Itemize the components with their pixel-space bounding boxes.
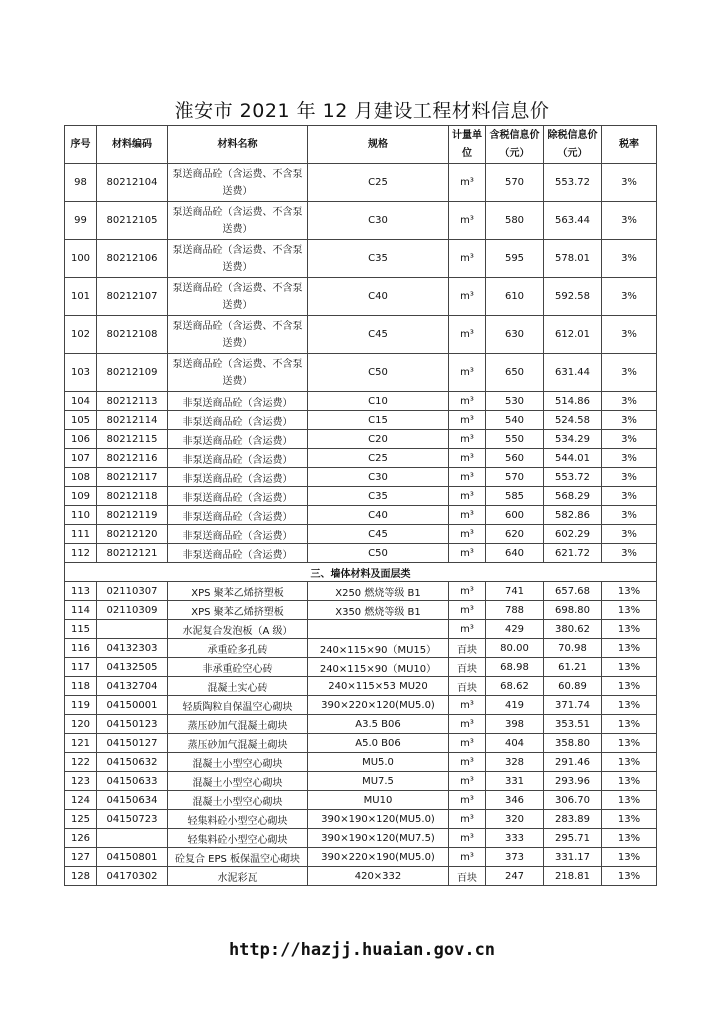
cell-code: 80212121 bbox=[97, 544, 168, 563]
cell-name: 非泵送商品砼（含运费） bbox=[168, 468, 308, 487]
cell-code: 04132505 bbox=[97, 658, 168, 677]
table-row bbox=[65, 278, 657, 316]
table-row bbox=[65, 810, 657, 829]
cell-rate: 3% bbox=[602, 202, 657, 240]
header-code: 材料编码 bbox=[97, 126, 168, 164]
cell-spec: C45 bbox=[308, 316, 449, 354]
cell-rate: 3% bbox=[602, 449, 657, 468]
cell-spec: C30 bbox=[308, 468, 449, 487]
table-row bbox=[65, 449, 657, 468]
table-row bbox=[65, 867, 657, 886]
cell-spec: X350 燃烧等级 B1 bbox=[308, 601, 449, 620]
cell-rate: 13% bbox=[602, 791, 657, 810]
cell-code: 04150633 bbox=[97, 772, 168, 791]
cell-unit: m³ bbox=[449, 354, 486, 392]
table-row bbox=[65, 677, 657, 696]
cell-notax-price: 295.71 bbox=[544, 829, 602, 848]
cell-spec: C40 bbox=[308, 506, 449, 525]
table-row bbox=[65, 639, 657, 658]
cell-notax-price: 218.81 bbox=[544, 867, 602, 886]
cell-seq: 111 bbox=[65, 525, 97, 544]
cell-name: 泵送商品砼（含运费、不含泵送费） bbox=[168, 354, 308, 392]
cell-unit: m³ bbox=[449, 392, 486, 411]
table-row bbox=[65, 354, 657, 392]
cell-notax-price: 60.89 bbox=[544, 677, 602, 696]
cell-spec: 390×190×120(MU5.0) bbox=[308, 810, 449, 829]
cell-rate: 3% bbox=[602, 487, 657, 506]
cell-code bbox=[97, 829, 168, 848]
cell-seq: 113 bbox=[65, 582, 97, 601]
cell-name: 蒸压砂加气混凝土砌块 bbox=[168, 734, 308, 753]
cell-rate: 3% bbox=[602, 525, 657, 544]
cell-tax-price: 398 bbox=[486, 715, 544, 734]
cell-seq: 123 bbox=[65, 772, 97, 791]
cell-name: 混凝土小型空心砌块 bbox=[168, 791, 308, 810]
cell-spec: 240×115×53 MU20 bbox=[308, 677, 449, 696]
cell-rate: 13% bbox=[602, 753, 657, 772]
cell-code: 80212106 bbox=[97, 240, 168, 278]
cell-code: 80212107 bbox=[97, 278, 168, 316]
header-notax-price: 除税信息价（元） bbox=[544, 126, 602, 164]
cell-rate: 13% bbox=[602, 696, 657, 715]
cell-name: 非泵送商品砼（含运费） bbox=[168, 449, 308, 468]
cell-code: 04150001 bbox=[97, 696, 168, 715]
cell-notax-price: 612.01 bbox=[544, 316, 602, 354]
cell-spec: C35 bbox=[308, 487, 449, 506]
cell-notax-price: 553.72 bbox=[544, 164, 602, 202]
cell-unit: m³ bbox=[449, 544, 486, 563]
table-row bbox=[65, 658, 657, 677]
cell-notax-price: 353.51 bbox=[544, 715, 602, 734]
cell-code: 04150723 bbox=[97, 810, 168, 829]
cell-seq: 114 bbox=[65, 601, 97, 620]
table-row bbox=[65, 487, 657, 506]
cell-code: 80212120 bbox=[97, 525, 168, 544]
cell-spec: C30 bbox=[308, 202, 449, 240]
cell-notax-price: 283.89 bbox=[544, 810, 602, 829]
cell-notax-price: 371.74 bbox=[544, 696, 602, 715]
cell-unit: 百块 bbox=[449, 867, 486, 886]
cell-spec: C10 bbox=[308, 392, 449, 411]
cell-seq: 109 bbox=[65, 487, 97, 506]
cell-rate: 13% bbox=[602, 677, 657, 696]
header-unit: 计量单位 bbox=[449, 126, 486, 164]
table-row bbox=[65, 734, 657, 753]
cell-seq: 124 bbox=[65, 791, 97, 810]
cell-code: 80212117 bbox=[97, 468, 168, 487]
cell-tax-price: 640 bbox=[486, 544, 544, 563]
cell-tax-price: 429 bbox=[486, 620, 544, 639]
cell-seq: 115 bbox=[65, 620, 97, 639]
page-title: 淮安市 2021 年 12 月建设工程材料信息价 bbox=[174, 100, 550, 122]
cell-code: 04150127 bbox=[97, 734, 168, 753]
cell-name: XPS 聚苯乙烯挤塑板 bbox=[168, 582, 308, 601]
cell-rate: 13% bbox=[602, 639, 657, 658]
cell-rate: 13% bbox=[602, 715, 657, 734]
cell-code: 80212119 bbox=[97, 506, 168, 525]
cell-seq: 120 bbox=[65, 715, 97, 734]
cell-name: 泵送商品砼（含运费、不含泵送费） bbox=[168, 316, 308, 354]
cell-spec: MU7.5 bbox=[308, 772, 449, 791]
cell-unit: 百块 bbox=[449, 639, 486, 658]
cell-name: 泵送商品砼（含运费、不含泵送费） bbox=[168, 278, 308, 316]
cell-rate: 13% bbox=[602, 582, 657, 601]
cell-tax-price: 331 bbox=[486, 772, 544, 791]
cell-name: 轻集料砼小型空心砌块 bbox=[168, 829, 308, 848]
cell-tax-price: 741 bbox=[486, 582, 544, 601]
cell-tax-price: 580 bbox=[486, 202, 544, 240]
cell-seq: 98 bbox=[65, 164, 97, 202]
table-row bbox=[65, 392, 657, 411]
table-row bbox=[65, 791, 657, 810]
cell-seq: 128 bbox=[65, 867, 97, 886]
cell-rate: 13% bbox=[602, 829, 657, 848]
table-row bbox=[65, 753, 657, 772]
cell-code: 80212105 bbox=[97, 202, 168, 240]
cell-rate: 3% bbox=[602, 392, 657, 411]
cell-notax-price: 621.72 bbox=[544, 544, 602, 563]
cell-unit: m³ bbox=[449, 829, 486, 848]
cell-tax-price: 560 bbox=[486, 449, 544, 468]
cell-unit: 百块 bbox=[449, 677, 486, 696]
cell-code: 80212115 bbox=[97, 430, 168, 449]
cell-unit: 百块 bbox=[449, 658, 486, 677]
cell-spec: MU10 bbox=[308, 791, 449, 810]
cell-rate: 13% bbox=[602, 848, 657, 867]
cell-rate: 3% bbox=[602, 240, 657, 278]
cell-unit: m³ bbox=[449, 715, 486, 734]
cell-seq: 112 bbox=[65, 544, 97, 563]
cell-spec: C35 bbox=[308, 240, 449, 278]
cell-seq: 127 bbox=[65, 848, 97, 867]
cell-rate: 13% bbox=[602, 658, 657, 677]
cell-seq: 104 bbox=[65, 392, 97, 411]
cell-tax-price: 320 bbox=[486, 810, 544, 829]
table-row bbox=[65, 202, 657, 240]
cell-unit: m³ bbox=[449, 848, 486, 867]
cell-name: 混凝土小型空心砌块 bbox=[168, 753, 308, 772]
cell-code: 02110307 bbox=[97, 582, 168, 601]
cell-seq: 116 bbox=[65, 639, 97, 658]
cell-name: 非泵送商品砼（含运费） bbox=[168, 430, 308, 449]
cell-tax-price: 80.00 bbox=[486, 639, 544, 658]
cell-unit: m³ bbox=[449, 791, 486, 810]
cell-name: 承重砼多孔砖 bbox=[168, 639, 308, 658]
table-row bbox=[65, 240, 657, 278]
cell-notax-price: 657.68 bbox=[544, 582, 602, 601]
table-row bbox=[65, 544, 657, 563]
cell-code: 80212113 bbox=[97, 392, 168, 411]
cell-name: 非泵送商品砼（含运费） bbox=[168, 411, 308, 430]
cell-unit: m³ bbox=[449, 430, 486, 449]
cell-unit: m³ bbox=[449, 772, 486, 791]
cell-notax-price: 578.01 bbox=[544, 240, 602, 278]
cell-rate: 13% bbox=[602, 867, 657, 886]
cell-tax-price: 247 bbox=[486, 867, 544, 886]
cell-tax-price: 68.62 bbox=[486, 677, 544, 696]
cell-tax-price: 610 bbox=[486, 278, 544, 316]
cell-name: 砼复合 EPS 板保温空心砌块 bbox=[168, 848, 308, 867]
section-row bbox=[65, 563, 657, 582]
cell-seq: 107 bbox=[65, 449, 97, 468]
cell-notax-price: 293.96 bbox=[544, 772, 602, 791]
cell-tax-price: 419 bbox=[486, 696, 544, 715]
cell-name: 轻质陶粒自保温空心砌块 bbox=[168, 696, 308, 715]
cell-unit: m³ bbox=[449, 411, 486, 430]
cell-notax-price: 524.58 bbox=[544, 411, 602, 430]
cell-spec: 240×115×90（MU10） bbox=[308, 658, 449, 677]
cell-name: 非泵送商品砼（含运费） bbox=[168, 506, 308, 525]
footer-url: http://hazjj.huaian.gov.cn bbox=[228, 940, 496, 960]
cell-tax-price: 570 bbox=[486, 164, 544, 202]
cell-code: 80212108 bbox=[97, 316, 168, 354]
cell-notax-price: 514.86 bbox=[544, 392, 602, 411]
cell-notax-price: 553.72 bbox=[544, 468, 602, 487]
cell-spec: 390×190×120(MU7.5) bbox=[308, 829, 449, 848]
cell-code: 02110309 bbox=[97, 601, 168, 620]
cell-notax-price: 568.29 bbox=[544, 487, 602, 506]
cell-rate: 13% bbox=[602, 620, 657, 639]
cell-notax-price: 70.98 bbox=[544, 639, 602, 658]
cell-tax-price: 373 bbox=[486, 848, 544, 867]
cell-tax-price: 530 bbox=[486, 392, 544, 411]
table-row bbox=[65, 582, 657, 601]
cell-name: 水泥复合发泡板（A 级） bbox=[168, 620, 308, 639]
cell-spec: C20 bbox=[308, 430, 449, 449]
cell-rate: 3% bbox=[602, 164, 657, 202]
cell-name: 非泵送商品砼（含运费） bbox=[168, 487, 308, 506]
header-name: 材料名称 bbox=[168, 126, 308, 164]
cell-spec: 390×220×190(MU5.0) bbox=[308, 848, 449, 867]
cell-unit: m³ bbox=[449, 468, 486, 487]
cell-code: 04150123 bbox=[97, 715, 168, 734]
table-row bbox=[65, 772, 657, 791]
cell-name: 混凝土小型空心砌块 bbox=[168, 772, 308, 791]
cell-notax-price: 306.70 bbox=[544, 791, 602, 810]
table-row bbox=[65, 848, 657, 867]
cell-rate: 13% bbox=[602, 601, 657, 620]
cell-code: 04170302 bbox=[97, 867, 168, 886]
cell-notax-price: 544.01 bbox=[544, 449, 602, 468]
section-heading: 三、墙体材料及面层类 bbox=[65, 563, 657, 582]
cell-unit: m³ bbox=[449, 278, 486, 316]
cell-code: 80212114 bbox=[97, 411, 168, 430]
cell-spec: 240×115×90（MU15） bbox=[308, 639, 449, 658]
cell-seq: 126 bbox=[65, 829, 97, 848]
cell-rate: 3% bbox=[602, 544, 657, 563]
table-row bbox=[65, 525, 657, 544]
cell-unit: m³ bbox=[449, 525, 486, 544]
cell-tax-price: 595 bbox=[486, 240, 544, 278]
cell-notax-price: 380.62 bbox=[544, 620, 602, 639]
table-row bbox=[65, 316, 657, 354]
table-row bbox=[65, 506, 657, 525]
cell-seq: 100 bbox=[65, 240, 97, 278]
cell-name: 非泵送商品砼（含运费） bbox=[168, 392, 308, 411]
cell-tax-price: 650 bbox=[486, 354, 544, 392]
cell-tax-price: 570 bbox=[486, 468, 544, 487]
cell-tax-price: 328 bbox=[486, 753, 544, 772]
cell-spec: A3.5 B06 bbox=[308, 715, 449, 734]
cell-unit: m³ bbox=[449, 506, 486, 525]
table-header-row bbox=[65, 126, 657, 164]
cell-notax-price: 331.17 bbox=[544, 848, 602, 867]
material-price-table bbox=[64, 125, 657, 886]
cell-notax-price: 602.29 bbox=[544, 525, 602, 544]
cell-tax-price: 540 bbox=[486, 411, 544, 430]
cell-name: 泵送商品砼（含运费、不含泵送费） bbox=[168, 202, 308, 240]
cell-unit: m³ bbox=[449, 734, 486, 753]
cell-tax-price: 550 bbox=[486, 430, 544, 449]
table-row bbox=[65, 430, 657, 449]
cell-unit: m³ bbox=[449, 810, 486, 829]
cell-code: 04150632 bbox=[97, 753, 168, 772]
table-row bbox=[65, 601, 657, 620]
cell-rate: 13% bbox=[602, 734, 657, 753]
cell-spec: 390×220×120(MU5.0) bbox=[308, 696, 449, 715]
cell-seq: 106 bbox=[65, 430, 97, 449]
cell-unit: m³ bbox=[449, 601, 486, 620]
cell-rate: 3% bbox=[602, 278, 657, 316]
cell-tax-price: 346 bbox=[486, 791, 544, 810]
cell-spec bbox=[308, 620, 449, 639]
cell-notax-price: 534.29 bbox=[544, 430, 602, 449]
cell-unit: m³ bbox=[449, 582, 486, 601]
cell-seq: 119 bbox=[65, 696, 97, 715]
cell-seq: 125 bbox=[65, 810, 97, 829]
cell-spec: C50 bbox=[308, 354, 449, 392]
cell-notax-price: 563.44 bbox=[544, 202, 602, 240]
cell-seq: 102 bbox=[65, 316, 97, 354]
cell-notax-price: 358.80 bbox=[544, 734, 602, 753]
table-row bbox=[65, 468, 657, 487]
cell-spec: MU5.0 bbox=[308, 753, 449, 772]
cell-rate: 3% bbox=[602, 468, 657, 487]
cell-seq: 122 bbox=[65, 753, 97, 772]
cell-unit: m³ bbox=[449, 696, 486, 715]
cell-spec: C40 bbox=[308, 278, 449, 316]
cell-tax-price: 620 bbox=[486, 525, 544, 544]
cell-seq: 101 bbox=[65, 278, 97, 316]
cell-unit: m³ bbox=[449, 202, 486, 240]
cell-tax-price: 630 bbox=[486, 316, 544, 354]
cell-unit: m³ bbox=[449, 753, 486, 772]
cell-tax-price: 333 bbox=[486, 829, 544, 848]
cell-rate: 3% bbox=[602, 316, 657, 354]
table-row bbox=[65, 715, 657, 734]
cell-name: 泵送商品砼（含运费、不含泵送费） bbox=[168, 240, 308, 278]
cell-seq: 118 bbox=[65, 677, 97, 696]
cell-seq: 110 bbox=[65, 506, 97, 525]
cell-seq: 108 bbox=[65, 468, 97, 487]
cell-tax-price: 600 bbox=[486, 506, 544, 525]
table-body bbox=[65, 164, 657, 886]
cell-name: 泵送商品砼（含运费、不含泵送费） bbox=[168, 164, 308, 202]
cell-notax-price: 698.80 bbox=[544, 601, 602, 620]
table-row bbox=[65, 620, 657, 639]
cell-code: 80212116 bbox=[97, 449, 168, 468]
cell-code: 80212109 bbox=[97, 354, 168, 392]
table-row bbox=[65, 696, 657, 715]
cell-name: 轻集料砼小型空心砌块 bbox=[168, 810, 308, 829]
cell-rate: 3% bbox=[602, 411, 657, 430]
cell-code bbox=[97, 620, 168, 639]
header-tax-price: 含税信息价（元） bbox=[486, 126, 544, 164]
cell-unit: m³ bbox=[449, 449, 486, 468]
cell-spec: C45 bbox=[308, 525, 449, 544]
cell-name: 非泵送商品砼（含运费） bbox=[168, 544, 308, 563]
header-seq: 序号 bbox=[65, 126, 97, 164]
cell-tax-price: 68.98 bbox=[486, 658, 544, 677]
table-row bbox=[65, 411, 657, 430]
cell-seq: 117 bbox=[65, 658, 97, 677]
cell-seq: 103 bbox=[65, 354, 97, 392]
cell-rate: 3% bbox=[602, 354, 657, 392]
cell-notax-price: 291.46 bbox=[544, 753, 602, 772]
cell-tax-price: 585 bbox=[486, 487, 544, 506]
cell-tax-price: 404 bbox=[486, 734, 544, 753]
cell-code: 04150801 bbox=[97, 848, 168, 867]
cell-unit: m³ bbox=[449, 487, 486, 506]
cell-name: 蒸压砂加气混凝土砌块 bbox=[168, 715, 308, 734]
table-row bbox=[65, 829, 657, 848]
cell-seq: 105 bbox=[65, 411, 97, 430]
cell-name: 非承重砼空心砖 bbox=[168, 658, 308, 677]
cell-notax-price: 582.86 bbox=[544, 506, 602, 525]
table-row bbox=[65, 164, 657, 202]
cell-unit: m³ bbox=[449, 316, 486, 354]
cell-code: 80212104 bbox=[97, 164, 168, 202]
cell-notax-price: 592.58 bbox=[544, 278, 602, 316]
cell-spec: 420×332 bbox=[308, 867, 449, 886]
cell-spec: C25 bbox=[308, 164, 449, 202]
cell-rate: 3% bbox=[602, 430, 657, 449]
cell-name: 水泥彩瓦 bbox=[168, 867, 308, 886]
cell-spec: X250 燃烧等级 B1 bbox=[308, 582, 449, 601]
cell-name: 混凝土实心砖 bbox=[168, 677, 308, 696]
cell-seq: 121 bbox=[65, 734, 97, 753]
cell-rate: 3% bbox=[602, 506, 657, 525]
cell-code: 04150634 bbox=[97, 791, 168, 810]
cell-unit: m³ bbox=[449, 620, 486, 639]
cell-spec: C25 bbox=[308, 449, 449, 468]
cell-rate: 13% bbox=[602, 772, 657, 791]
cell-spec: A5.0 B06 bbox=[308, 734, 449, 753]
header-spec: 规格 bbox=[308, 126, 449, 164]
cell-notax-price: 631.44 bbox=[544, 354, 602, 392]
cell-seq: 99 bbox=[65, 202, 97, 240]
cell-code: 80212118 bbox=[97, 487, 168, 506]
cell-unit: m³ bbox=[449, 240, 486, 278]
cell-code: 04132704 bbox=[97, 677, 168, 696]
cell-name: 非泵送商品砼（含运费） bbox=[168, 525, 308, 544]
cell-spec: C15 bbox=[308, 411, 449, 430]
cell-unit: m³ bbox=[449, 164, 486, 202]
cell-tax-price: 788 bbox=[486, 601, 544, 620]
cell-name: XPS 聚苯乙烯挤塑板 bbox=[168, 601, 308, 620]
header-rate: 税率 bbox=[602, 126, 657, 164]
cell-spec: C50 bbox=[308, 544, 449, 563]
cell-notax-price: 61.21 bbox=[544, 658, 602, 677]
cell-rate: 13% bbox=[602, 810, 657, 829]
cell-code: 04132303 bbox=[97, 639, 168, 658]
